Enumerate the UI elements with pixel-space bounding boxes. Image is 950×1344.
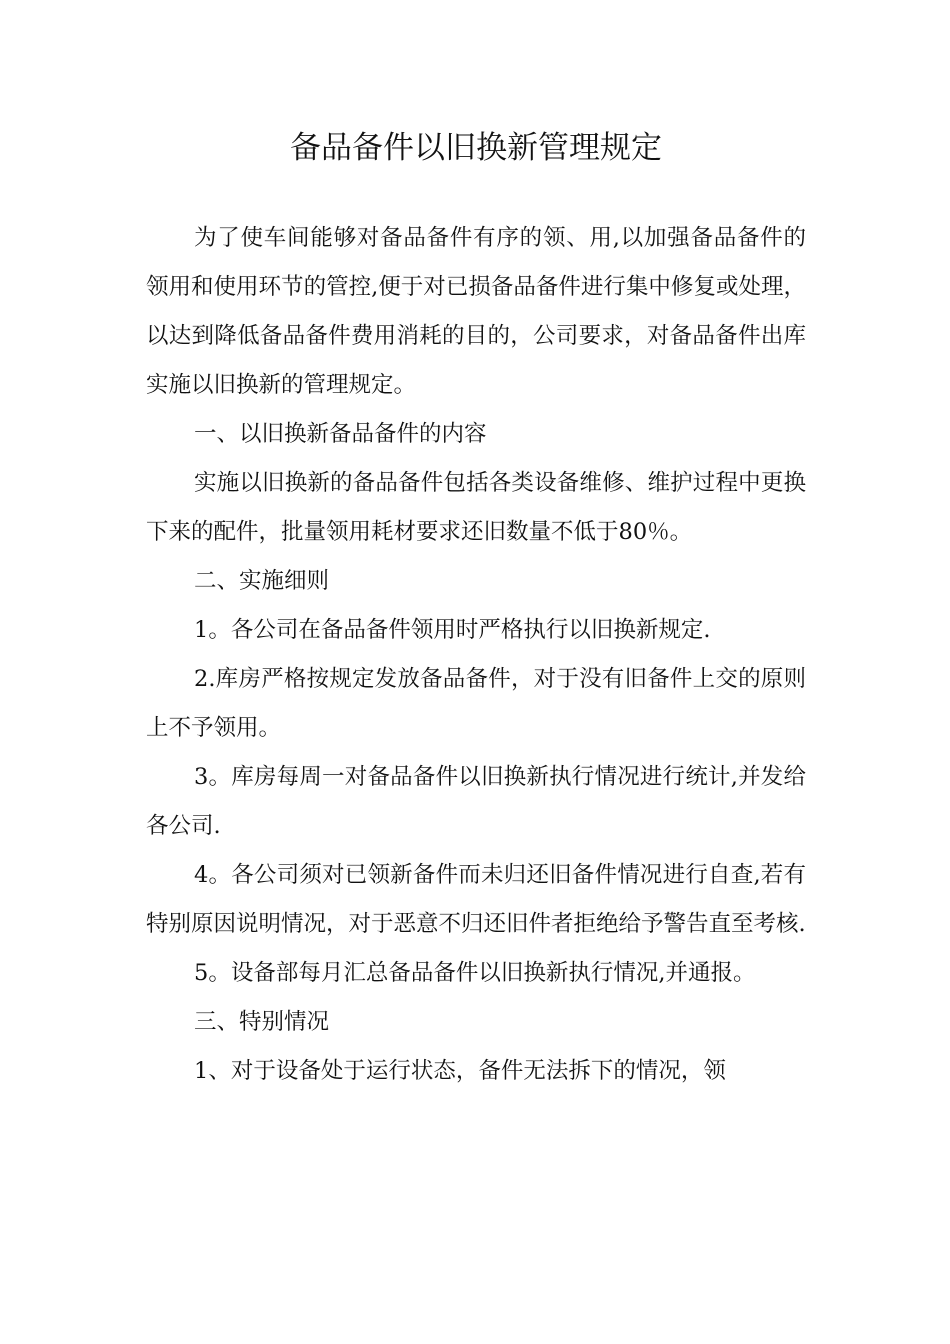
document-body — [146, 214, 806, 1096]
section-2-item-5: 5。设备部每月汇总备品备件以旧换新执行情况,并通报。 — [194, 960, 756, 986]
section-2-heading: 二、实施细则 — [194, 568, 330, 594]
document-title: 备品备件以旧换新管理规定 — [290, 130, 662, 166]
section-2-item-1: 1。各公司在备品备件领用时严格执行以旧换新规定. — [194, 617, 711, 643]
section-2-item-4: 4。各公司须对已领新备件而未归还旧备件情况进行自查,若有特别原因说明情况，对于恶意不归还旧件者拒绝给予警告直至考核. — [146, 862, 806, 937]
section-1-paragraph: 实施以旧换新的备品备件包括各类设备维修、维护过程中更换下来的配件，批量领用耗材要求还旧数量不低于80％。 — [146, 470, 806, 545]
section-3-heading: 三、特别情况 — [194, 1009, 330, 1035]
section-1-heading: 一、以旧换新备品备件的内容 — [194, 421, 487, 447]
section-2-item-2: 2.库房严格按规定发放备品备件，对于没有旧备件上交的原则上不予领用。 — [146, 666, 806, 741]
section-3-item-1: 1、对于设备处于运行状态，备件无法拆下的情况，领 — [194, 1058, 726, 1084]
section-2-item-3: 3。库房每周一对备品备件以旧换新执行情况进行统计,并发给各公司. — [146, 764, 806, 839]
intro-paragraph: 为了使车间能够对备品备件有序的领、用,以加强备品备件的领用和使用环节的管控,便于对已损备品备件进行集中修复或处理，以达到降低备品备件费用消耗的目的，公司要求，对备品备件出库实施以旧换新的管理规定。 — [146, 225, 806, 398]
